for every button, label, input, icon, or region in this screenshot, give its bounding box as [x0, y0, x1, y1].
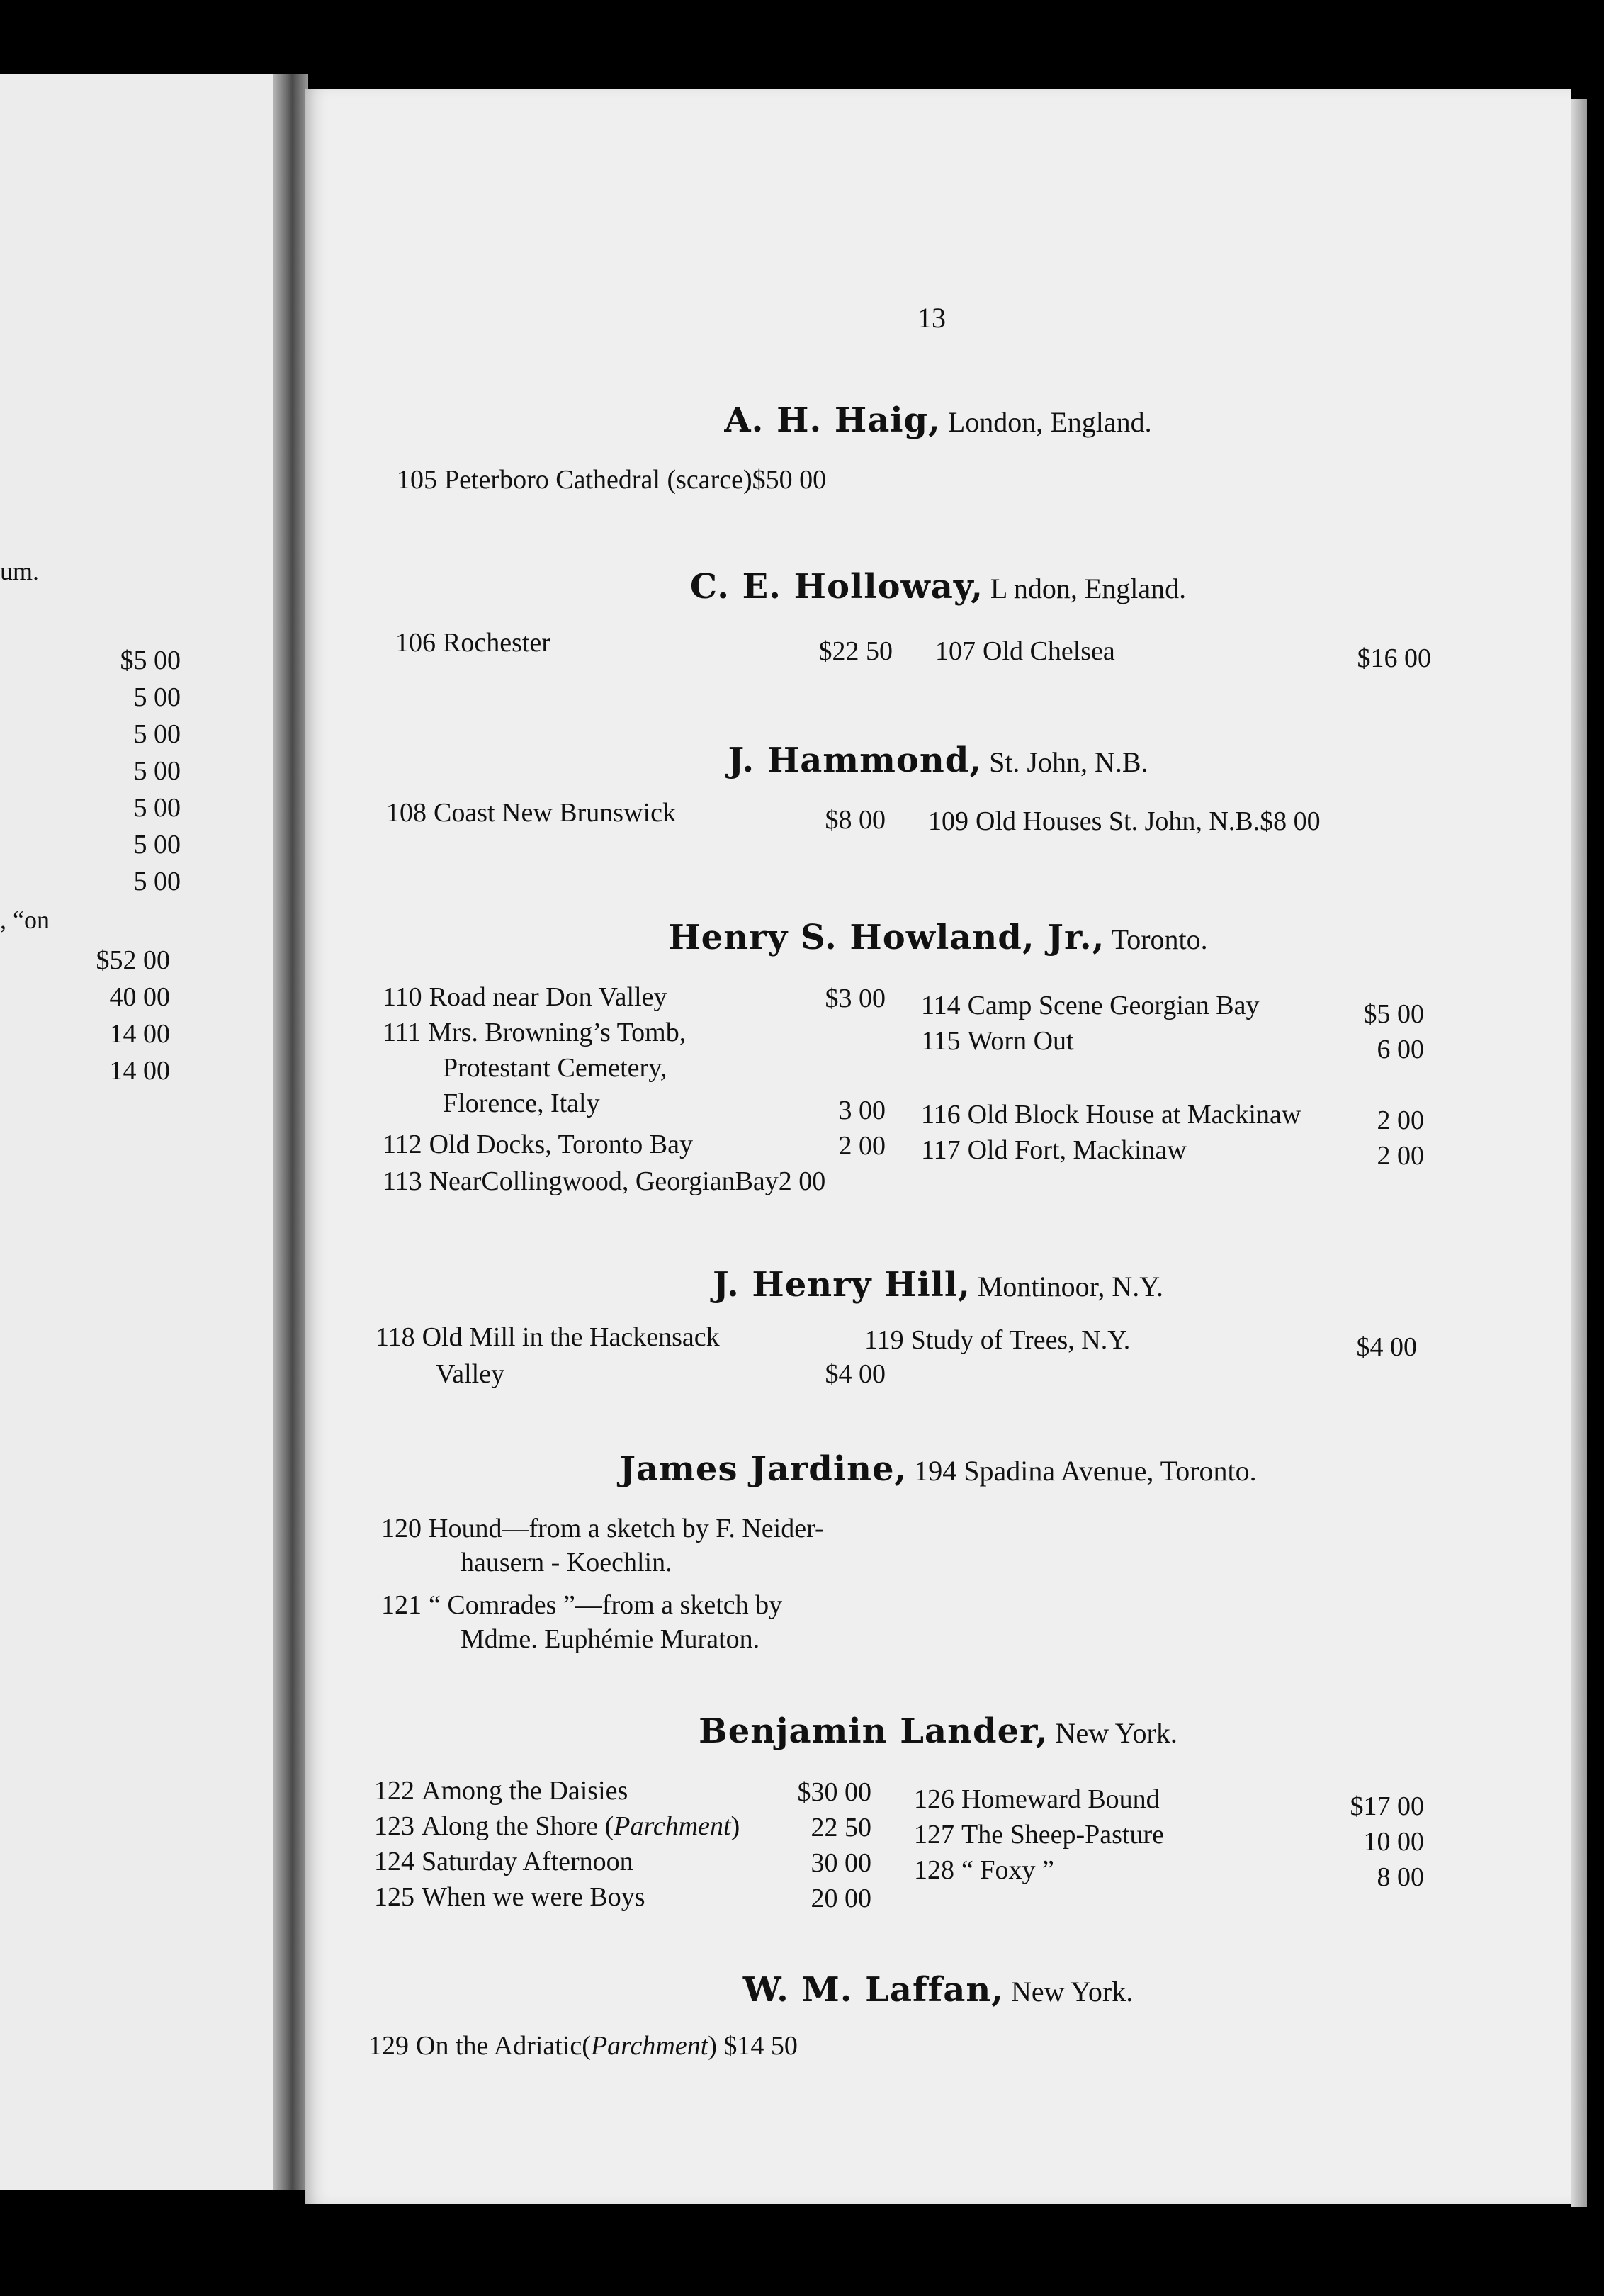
item-price: 22 50	[811, 1813, 871, 1842]
artist-location: 194 Spadina Avenue, Toronto.	[914, 1455, 1257, 1487]
item-price: $8 00	[825, 805, 886, 835]
artist-name: A. H. Haig,	[724, 400, 941, 440]
left-page	[0, 74, 283, 2190]
artist-location: New York.	[1011, 1976, 1134, 2008]
item-price: 2 00	[1377, 1105, 1424, 1135]
item-price: 3 00	[838, 1096, 886, 1125]
list-item: 112 Old Docks, Toronto Bay	[383, 1130, 693, 1159]
left-fragment: , “on	[0, 906, 50, 934]
item-price: 6 00	[1377, 1035, 1424, 1064]
artist-name: J. Henry Hill,	[713, 1265, 971, 1305]
list-item: 115 Worn Out	[921, 1026, 1074, 1056]
left-price: 5 00	[133, 867, 181, 896]
list-item-line: Mdme. Euphémie Muraton.	[461, 1624, 760, 1654]
item-price: 10 00	[1363, 1827, 1424, 1857]
list-item-line: Florence, Italy	[443, 1088, 600, 1118]
list-item: 118 Old Mill in the Hackensack	[375, 1322, 720, 1352]
item-price: $5 00	[1363, 999, 1424, 1029]
book-spine	[273, 74, 308, 2190]
section-heading	[305, 567, 1571, 607]
list-item: 127 The Sheep-Pasture	[914, 1820, 1164, 1850]
list-item: 121 “ Comrades ”—from a sketch by	[381, 1590, 783, 1620]
list-item: 122 Among the Daisies	[374, 1776, 628, 1806]
list-item: 106 Rochester	[395, 628, 550, 658]
list-item: 124 Saturday Afternoon	[374, 1847, 633, 1876]
artist-location: St. John, N.B.	[989, 746, 1148, 778]
left-price: 5 00	[133, 830, 181, 860]
list-item: 109 Old Houses St. John, N.B.$8 00	[928, 806, 1321, 836]
item-price: $3 00	[825, 984, 886, 1013]
item-price: $4 00	[825, 1359, 886, 1389]
artist-name: Henry S. Howland, Jr.,	[668, 918, 1105, 957]
section-heading	[305, 1449, 1571, 1489]
page-edge	[1571, 99, 1587, 2207]
section-heading	[305, 1711, 1571, 1751]
artist-location: Montinoor, N.Y.	[977, 1271, 1163, 1302]
artist-location: New York.	[1055, 1717, 1177, 1749]
list-item: 111 Mrs. Browning’s Tomb,	[383, 1018, 687, 1047]
page-number: 13	[917, 302, 946, 334]
list-item: 128 “ Foxy ”	[914, 1855, 1054, 1885]
left-price: 14 00	[109, 1056, 170, 1086]
left-price: 14 00	[109, 1019, 170, 1049]
left-price: $52 00	[96, 945, 170, 975]
item-price: 30 00	[811, 1848, 871, 1878]
section-heading	[305, 1970, 1571, 2010]
left-price: 5 00	[133, 793, 181, 823]
list-item: 114 Camp Scene Georgian Bay	[921, 991, 1260, 1020]
list-item: 129 On the Adriatic(Parchment) $14 50	[368, 2031, 798, 2061]
list-item: 116 Old Block House at Mackinaw	[921, 1100, 1301, 1130]
section-heading	[305, 400, 1571, 440]
list-item-line: hausern - Koechlin.	[461, 1548, 672, 1577]
list-item: 126 Homeward Bound	[914, 1784, 1160, 1814]
item-price: $17 00	[1350, 1791, 1424, 1821]
artist-location: L ndon, England.	[990, 573, 1187, 604]
left-price: $5 00	[120, 646, 181, 675]
item-price: $16 00	[1357, 643, 1431, 673]
list-item: 119 Study of Trees, N.Y.	[864, 1325, 1131, 1355]
left-price: 5 00	[133, 719, 181, 749]
list-item: 107 Old Chelsea	[935, 636, 1115, 666]
list-item: 108 Coast New Brunswick	[386, 798, 676, 828]
list-item: 123 Along the Shore (Parchment)	[374, 1811, 740, 1841]
artist-location: London, England.	[947, 406, 1152, 438]
item-price: 2 00	[838, 1131, 886, 1161]
item-price: $22 50	[818, 636, 893, 666]
item-price: $30 00	[797, 1777, 871, 1807]
left-price: 5 00	[133, 682, 181, 712]
artist-name: Benjamin Lander,	[699, 1711, 1049, 1751]
left-price: 5 00	[133, 756, 181, 786]
section-heading	[305, 918, 1571, 957]
item-price: 2 00	[1377, 1141, 1424, 1171]
left-fragment: um.	[0, 557, 40, 585]
list-item: 117 Old Fort, Mackinaw	[921, 1135, 1187, 1165]
list-item-line: Protestant Cemetery,	[443, 1053, 667, 1083]
section-heading	[305, 1265, 1571, 1305]
item-price: 8 00	[1377, 1862, 1424, 1892]
left-price: 40 00	[109, 982, 170, 1012]
catalog-page	[305, 89, 1571, 2204]
section-heading	[305, 741, 1571, 780]
list-item: 110 Road near Don Valley	[383, 982, 667, 1012]
list-item-line: Valley	[436, 1359, 505, 1389]
list-item: 125 When we were Boys	[374, 1882, 645, 1912]
artist-name: C. E. Holloway,	[689, 567, 983, 607]
list-item: 120 Hound—from a sketch by F. Neider-	[381, 1514, 824, 1543]
item-price: 20 00	[811, 1884, 871, 1913]
list-item: 113 NearCollingwood, GeorgianBay2 00	[383, 1166, 826, 1196]
artist-name: W. M. Laffan,	[742, 1970, 1004, 2010]
item-price: $4 00	[1356, 1332, 1417, 1362]
artist-name: James Jardine,	[619, 1449, 908, 1489]
artist-name: J. Hammond,	[728, 741, 983, 780]
artist-location: Toronto.	[1111, 923, 1208, 955]
list-item: 105 Peterboro Cathedral (scarce)$50 00	[397, 465, 827, 495]
